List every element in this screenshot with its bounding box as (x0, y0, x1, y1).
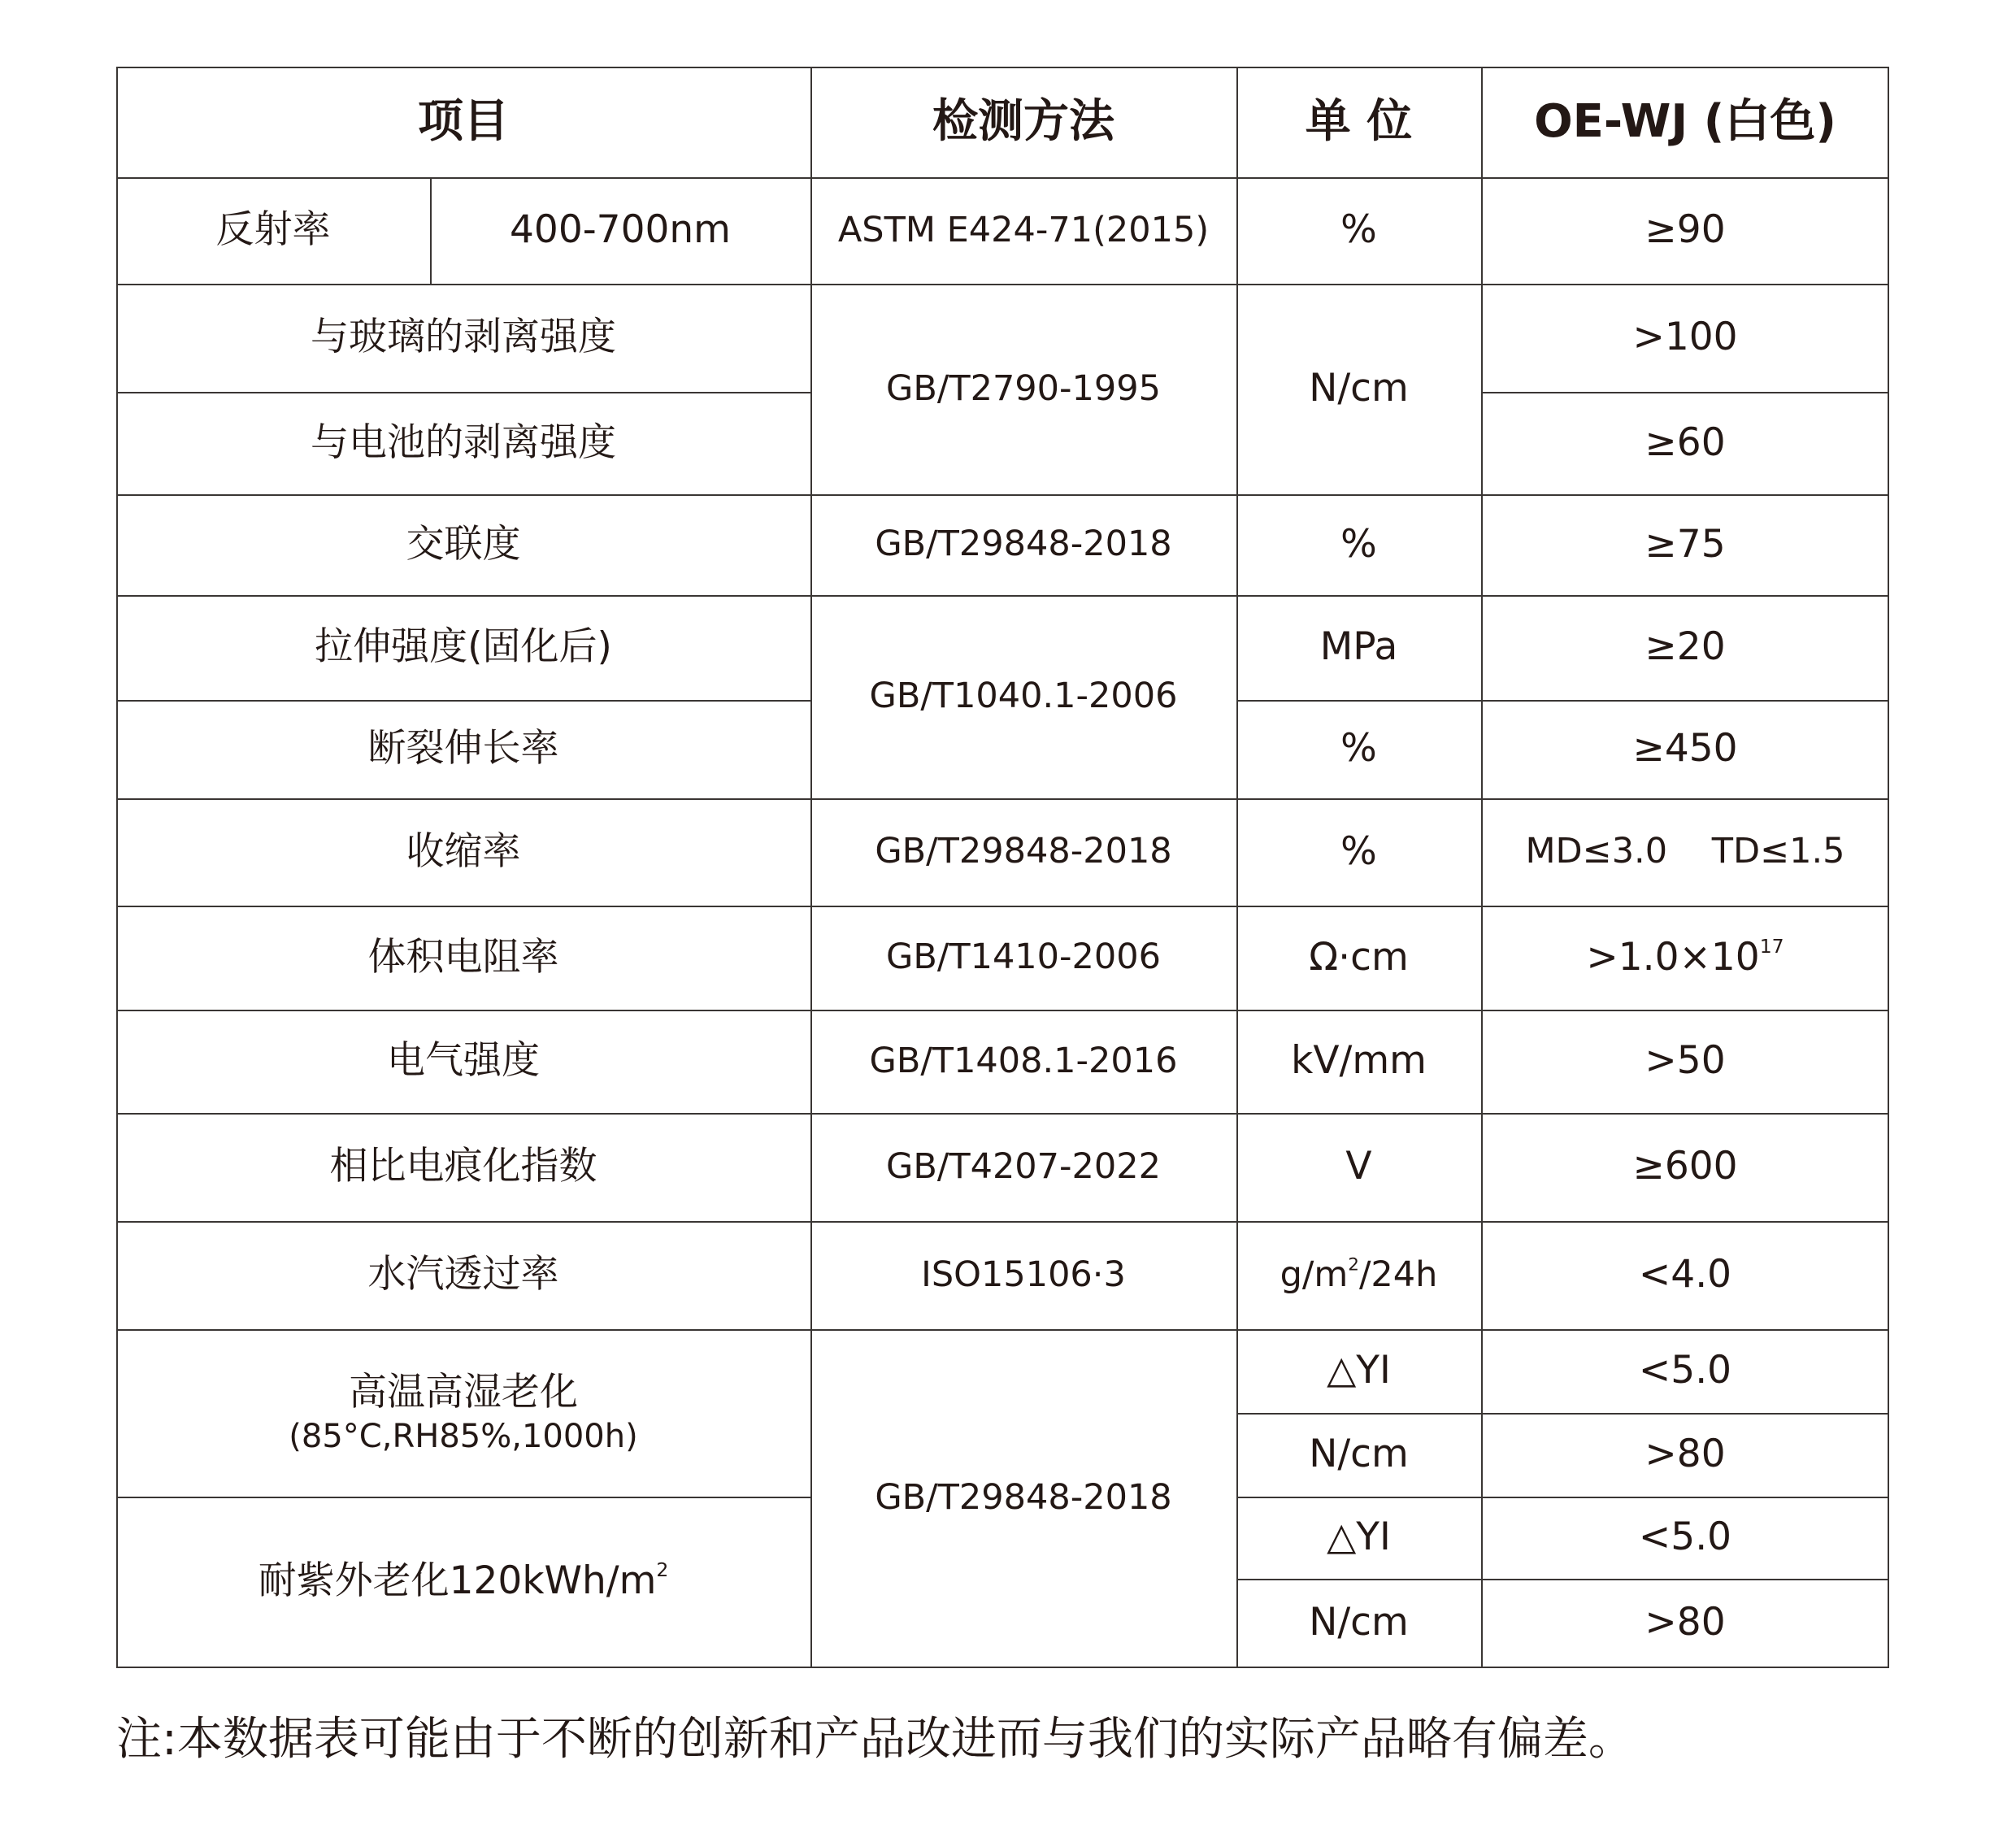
water-vapor-unit-base: g/m (1280, 1254, 1349, 1295)
damp-heat-unit-yi: △YI (1327, 1348, 1391, 1393)
header-item: 项目 (418, 94, 509, 148)
reflectance-method: ASTM E424-71(2015) (837, 209, 1210, 250)
water-vapor-method: ISO15106·3 (921, 1254, 1126, 1295)
water-vapor-unit (1236, 1221, 1481, 1329)
resistivity-value (1481, 906, 1889, 1010)
tracking-index-item: 相比电痕化指数 (329, 1144, 597, 1189)
header-unit: 单 位 (1305, 94, 1413, 148)
tensile-item: 拉伸强度(固化后) (315, 624, 612, 670)
table-border-bottom (116, 1667, 1889, 1668)
peel-glass-value: >100 (1632, 315, 1738, 360)
water-vapor-value: <4.0 (1638, 1252, 1732, 1297)
resistivity-item: 体积电阻率 (367, 934, 559, 980)
tracking-index-method: GB/T4207-2022 (886, 1145, 1161, 1187)
electric-strength-unit: kV/mm (1291, 1038, 1427, 1084)
shrinkage-method: GB/T29848-2018 (875, 831, 1172, 872)
uv-aging-value-peel: >80 (1645, 1599, 1726, 1645)
shrinkage-item: 收缩率 (406, 828, 521, 874)
reflectance-range: 400-700nm (510, 207, 731, 253)
damp-heat-value-peel: >80 (1645, 1432, 1726, 1477)
damp-heat-title: 高温高湿老化 (349, 1369, 578, 1415)
uv-aging-item (116, 1497, 810, 1667)
uv-aging-unit-yi: △YI (1327, 1515, 1391, 1560)
crosslink-method: GB/T29848-2018 (875, 524, 1172, 565)
damp-heat-unit-peel: N/cm (1309, 1432, 1409, 1477)
damp-heat-value-yi: <5.0 (1638, 1348, 1732, 1393)
resistivity-method: GB/T1410-2006 (886, 937, 1161, 978)
uv-aging-wrap (259, 1559, 669, 1603)
tensile-method: GB/T1040.1-2006 (869, 676, 1178, 717)
aging-method: GB/T29848-2018 (875, 1476, 1172, 1518)
water-vapor-unit-exp: 2 (1348, 1254, 1359, 1276)
shrinkage-value-text: MD≤3.0 TD≤1.5 (1525, 831, 1845, 872)
tracking-index-value: ≥600 (1632, 1144, 1738, 1189)
water-vapor-item: 水汽透过率 (367, 1252, 559, 1297)
reflectance-item: 反射率 (215, 207, 331, 253)
crosslink-unit: % (1340, 521, 1377, 567)
shrinkage-value (1481, 798, 1889, 906)
crosslink-item: 交联度 (406, 521, 521, 567)
tensile-unit: MPa (1319, 624, 1398, 670)
peel-unit: N/cm (1309, 366, 1409, 411)
resistivity-value-base: >1.0×10 (1586, 934, 1760, 980)
peel-cell-value: ≥60 (1645, 419, 1726, 465)
footnote: 注:本数据表可能由于不断的创新和产品改进而与我们的实际产品略有偏差。 (116, 1713, 1634, 1766)
elongation-value: ≥450 (1632, 726, 1738, 771)
damp-heat-condition: (85°C,RH85%,1000h) (289, 1418, 638, 1456)
elongation-unit: % (1340, 726, 1377, 771)
spec-table (116, 67, 1889, 1668)
resistivity-value-wrap (1586, 936, 1784, 980)
uv-aging-value-yi: <5.0 (1638, 1515, 1732, 1560)
damp-heat-item (116, 1329, 810, 1497)
resistivity-value-exp: 17 (1759, 934, 1784, 958)
reflectance-value: ≥90 (1645, 207, 1726, 253)
electric-strength-method: GB/T1408.1-2016 (869, 1040, 1178, 1081)
uv-aging-unit-peel: N/cm (1309, 1599, 1409, 1645)
electric-strength-item: 电气强度 (387, 1038, 540, 1084)
crosslink-value: ≥75 (1645, 521, 1726, 567)
uv-aging-title: 耐紫外老化120kWh/m (258, 1558, 657, 1604)
tracking-index-unit: V (1345, 1144, 1372, 1189)
header-method: 检测方法 (932, 94, 1114, 148)
elongation-item: 断裂伸长率 (367, 726, 559, 771)
electric-strength-value: >50 (1645, 1038, 1726, 1084)
shrinkage-unit: % (1340, 828, 1377, 874)
uv-aging-exp: 2 (656, 1558, 669, 1582)
reflectance-unit: % (1340, 207, 1377, 253)
header-value: OE-WJ (白色) (1534, 94, 1836, 148)
tensile-value: ≥20 (1645, 624, 1726, 670)
resistivity-unit: Ω·cm (1309, 934, 1409, 980)
water-vapor-unit-tail: /24h (1358, 1254, 1438, 1295)
water-vapor-unit-wrap (1280, 1255, 1438, 1295)
peel-cell-item: 与电池的剥离强度 (311, 419, 616, 465)
peel-glass-item: 与玻璃的剥离强度 (311, 315, 616, 360)
peel-method: GB/T2790-1995 (886, 367, 1161, 409)
